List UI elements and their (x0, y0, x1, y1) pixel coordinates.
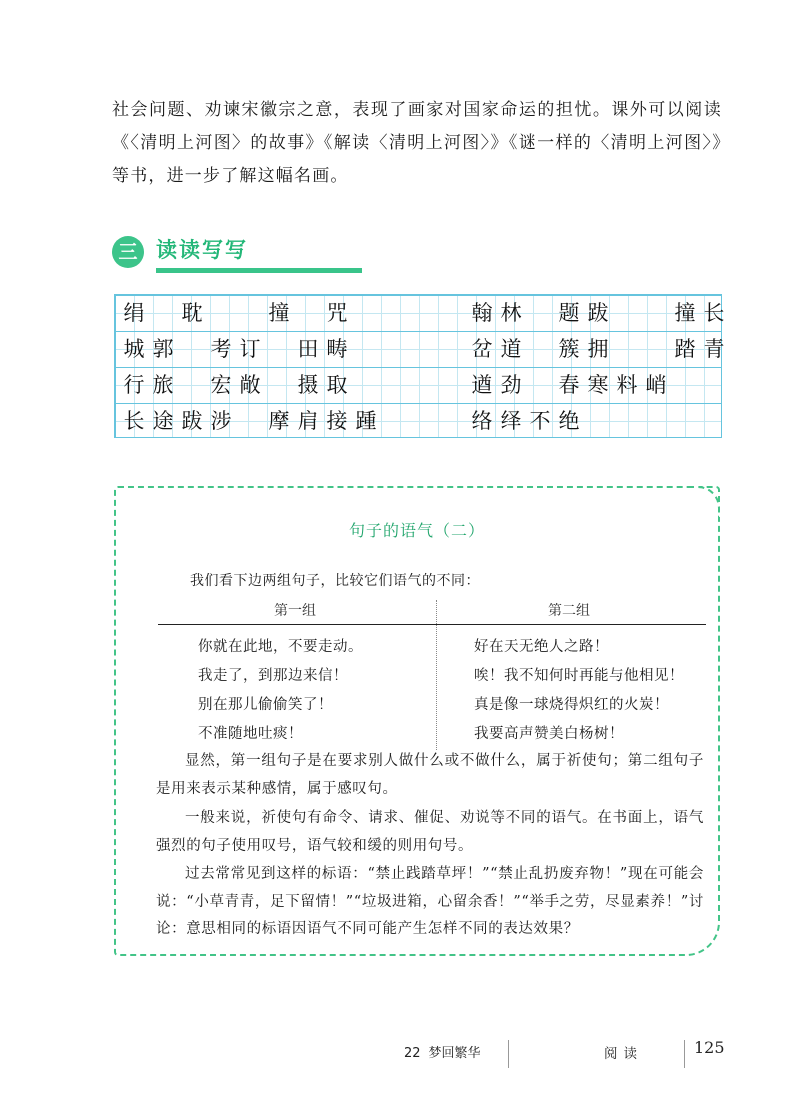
grid-row (115, 331, 725, 367)
grid-character: 道 (500, 337, 522, 361)
grid-character: 峭 (645, 373, 667, 397)
grid-character: 林 (500, 301, 522, 325)
note-title: 句子的语气（二） (348, 521, 485, 540)
explanation-paragraph: 显然，第一组句子是在要求别人做什么或不做什么，属于祈使句；第二组句子是用来表示某种感情，属于感叹句。 (156, 753, 704, 797)
comparison-table (158, 600, 706, 745)
grid-character: 劲 (500, 373, 522, 397)
grid-character: 旅 (152, 373, 174, 397)
note-intro: 我们看下边两组句子，比较它们语气的不同： (190, 573, 480, 589)
grid-character: 长 (123, 409, 145, 433)
footer-section-name: 阅读 (604, 1046, 643, 1062)
grid-row (115, 367, 721, 403)
section-title: 读读写写 (156, 238, 248, 262)
comparison-body (158, 625, 706, 745)
example-sentence: 真是像一球烧得炽红的火炭！ (474, 697, 669, 713)
grid-character: 咒 (326, 301, 348, 325)
grid-character: 撞 (674, 301, 696, 325)
grid-character: 城 (123, 337, 145, 361)
example-sentence: 你就在此地，不要走动。 (198, 639, 363, 655)
example-sentence: 唉！我不知何时再能与他相见！ (474, 668, 684, 684)
grid-character: 岔 (471, 337, 493, 361)
grid-character: 长 (703, 301, 725, 325)
note-corner-tab (688, 486, 720, 518)
grid-character: 摩 (268, 409, 290, 433)
section-underline (156, 268, 362, 273)
word-grid (114, 294, 725, 438)
grid-character: 涉 (210, 409, 232, 433)
group1-header: 第一组 (274, 603, 316, 619)
example-sentence: 我要高声赞美白杨树！ (474, 726, 624, 742)
grid-row (115, 295, 725, 331)
grid-character: 不 (529, 409, 551, 433)
grid-character: 绝 (558, 409, 580, 433)
grid-character: 料 (616, 373, 638, 397)
grid-character: 寒 (587, 373, 609, 397)
grid-character: 考 (210, 337, 232, 361)
grid-character: 耽 (181, 301, 203, 325)
grid-character: 途 (152, 409, 174, 433)
explanation-paragraph: 一般来说，祈使句有命令、请求、催促、劝说等不同的语气。在书面上，语气强烈的句子使用叹号，语气较和缓的则用句号。 (156, 810, 704, 854)
unit-label (404, 1042, 481, 1061)
grid-character: 青 (703, 337, 725, 361)
grid-character: 跋 (587, 301, 609, 325)
grid-character: 翰 (471, 301, 493, 325)
grid-character: 踏 (674, 337, 696, 361)
grid-character: 络 (471, 409, 493, 433)
grid-character: 遒 (471, 373, 493, 397)
footer-divider (508, 1040, 509, 1068)
comparison-header (158, 600, 706, 625)
grid-character: 宏 (210, 373, 232, 397)
grid-character: 订 (239, 337, 261, 361)
grid-row (115, 403, 721, 439)
grid-character: 敞 (239, 373, 261, 397)
grid-character: 绢 (123, 301, 145, 325)
example-sentence: 我走了，到那边来信！ (198, 668, 348, 684)
grid-character: 接 (326, 409, 348, 433)
grid-character: 行 (123, 373, 145, 397)
grid-character: 取 (326, 373, 348, 397)
grid-character: 郭 (152, 337, 174, 361)
unit-title: 梦回繁华 (428, 1046, 481, 1061)
example-sentence: 别在那儿偷偷笑了！ (198, 697, 333, 713)
grid-character: 肩 (297, 409, 319, 433)
grid-character: 簇 (558, 337, 580, 361)
page-footer (0, 1040, 800, 1070)
discussion-paragraph: 过去常常见到这样的标语：“禁止践踏草坪！”“禁止乱扔废弃物！”现在可能会说：“小草青青，足下留情！”“垃圾进箱，心留余香！”“举手之劳，尽显素养！”讨论：意思相同的标语因语气不同可能产生怎样不同的表达效果？ (156, 866, 704, 937)
group2-sentences (474, 633, 684, 749)
intro-paragraph: 社会问题、劝谏宋徽宗之意，表现了画家对国家命运的担忧。课外可以阅读《〈清明上河图〉的故事》《解读〈清明上河图〉》《谜一样的〈清明上河图〉》等书，进一步了解这幅名画。 (112, 100, 722, 186)
grid-character: 题 (558, 301, 580, 325)
grid-character: 田 (297, 337, 319, 361)
grid-character: 绎 (500, 409, 522, 433)
grid-character: 摄 (297, 373, 319, 397)
grid-character: 春 (558, 373, 580, 397)
footer-divider (684, 1040, 685, 1068)
grid-character: 撞 (268, 301, 290, 325)
grid-character: 跋 (181, 409, 203, 433)
group1-sentences (198, 633, 363, 749)
example-sentence: 不准随地吐痰！ (198, 726, 303, 742)
unit-number: 22 (404, 1046, 421, 1061)
grammar-note-box (114, 486, 720, 956)
group2-header: 第二组 (548, 603, 590, 619)
page-number: 125 (694, 1038, 725, 1057)
section-number-icon: 三 (112, 236, 144, 268)
grid-character: 畴 (326, 337, 348, 361)
example-sentence: 好在天无绝人之路！ (474, 639, 609, 655)
grid-character: 拥 (587, 337, 609, 361)
grid-character: 踵 (355, 409, 377, 433)
